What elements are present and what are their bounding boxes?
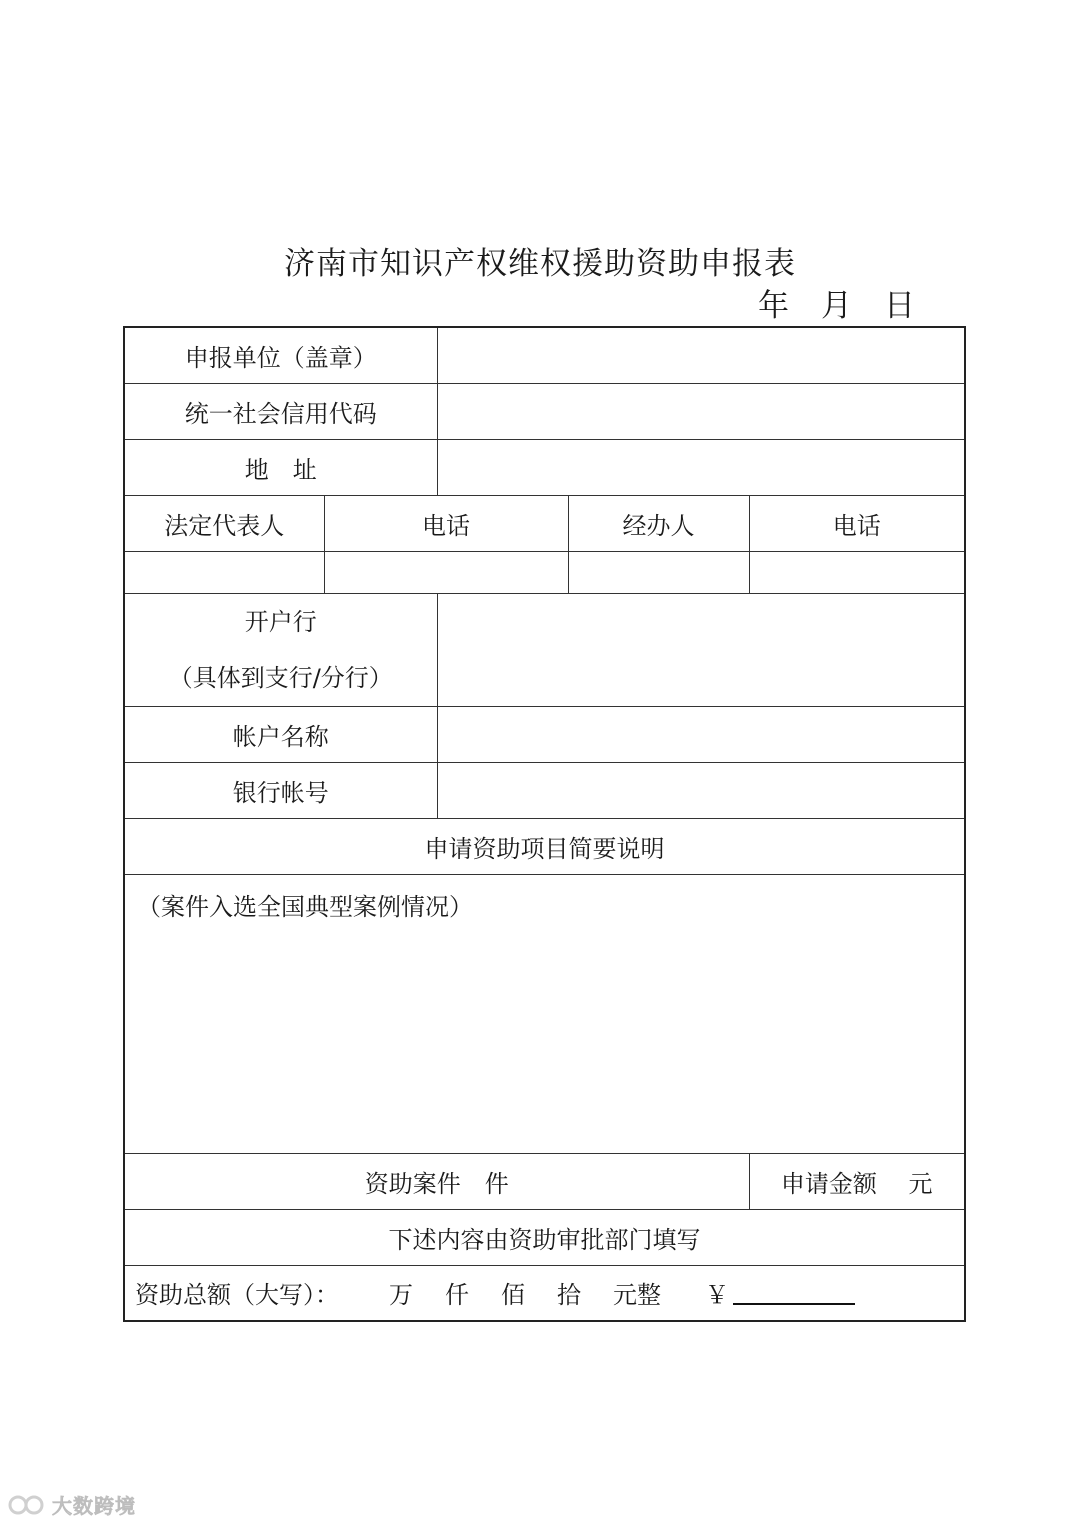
double-circle-logo-icon	[8, 1494, 46, 1516]
amount-blank[interactable]	[733, 1281, 855, 1305]
credit-code-field[interactable]	[437, 383, 965, 439]
date-line	[758, 286, 915, 326]
legal-rep-phone-label: 电话	[324, 495, 568, 551]
watermark-text: 大数跨境	[52, 1494, 136, 1518]
approval-note: 下述内容由资助审批部门填写	[124, 1209, 965, 1265]
account-name-field[interactable]	[437, 706, 965, 762]
bank-account-label: 银行帐号	[124, 762, 437, 818]
unit-yuan: 元整	[613, 1281, 661, 1310]
bank-label-line2: （具体到支行/分行）	[168, 663, 393, 692]
legal-rep-label: 法定代表人	[124, 495, 324, 551]
date-month: 月	[821, 288, 852, 324]
project-desc-field[interactable]	[124, 874, 965, 1153]
date-day: 日	[884, 288, 915, 324]
handler-label: 经办人	[568, 495, 749, 551]
address-field[interactable]	[437, 439, 965, 495]
requested-amount[interactable]: 申请金额 元	[749, 1153, 965, 1209]
unit-wan: 万	[389, 1281, 413, 1310]
credit-code-label: 统一社会信用代码	[124, 383, 437, 439]
currency-symbol: ￥	[705, 1281, 729, 1310]
unit-shi: 拾	[557, 1281, 581, 1310]
total-amount-row[interactable]	[124, 1265, 965, 1321]
applicant-field[interactable]	[437, 327, 965, 383]
watermark	[8, 1490, 136, 1519]
application-form	[123, 326, 966, 1322]
handler-phone-field[interactable]	[749, 551, 965, 593]
form-title: 济南市知识产权维权援助资助申报表	[284, 246, 796, 282]
unit-bai: 佰	[501, 1281, 525, 1310]
handler-phone-label: 电话	[749, 495, 965, 551]
handler-field[interactable]	[568, 551, 749, 593]
applicant-label: 申报单位（盖章）	[124, 327, 437, 383]
account-name-label: 帐户名称	[124, 706, 437, 762]
address-label: 地 址	[124, 439, 437, 495]
project-desc-hint: （案件入选全国典型案例情况）	[137, 892, 473, 921]
unit-qian: 仟	[445, 1281, 469, 1310]
legal-rep-field[interactable]	[124, 551, 324, 593]
date-year: 年	[758, 288, 789, 324]
total-label: 资助总额（大写）：	[135, 1281, 339, 1310]
bank-field[interactable]	[437, 593, 965, 706]
bank-label-line1: 开户行	[244, 607, 317, 636]
legal-rep-phone-field[interactable]	[324, 551, 568, 593]
project-desc-header: 申请资助项目简要说明	[124, 818, 965, 874]
bank-label	[124, 593, 437, 706]
cases-count[interactable]: 资助案件 件	[124, 1153, 749, 1209]
bank-account-field[interactable]	[437, 762, 965, 818]
